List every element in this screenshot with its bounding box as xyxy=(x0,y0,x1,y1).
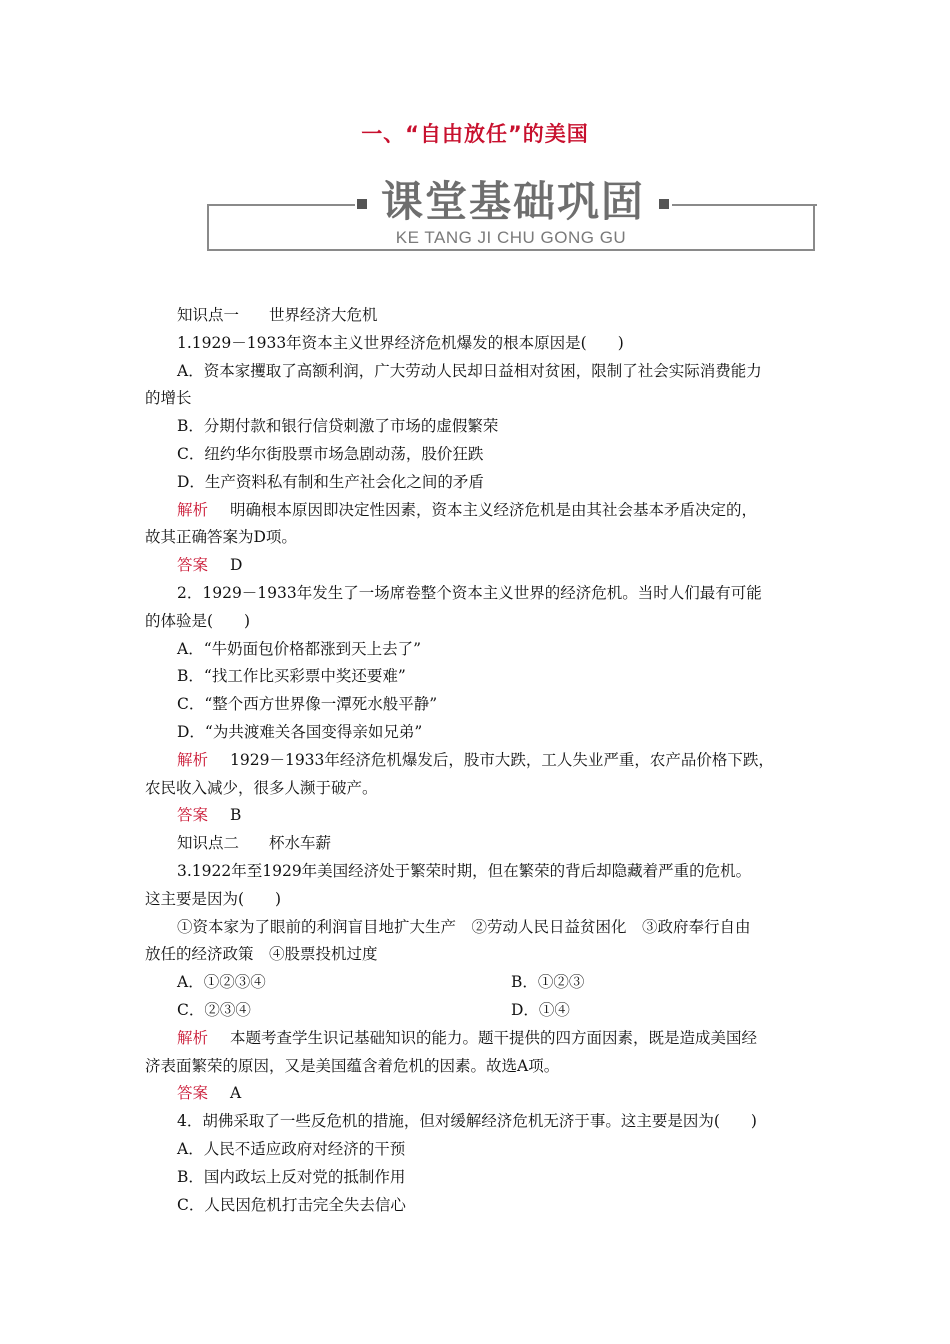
analysis-text: 明确根本原因即决定性因素，资本主义经济危机是由其社会基本矛盾决定的， xyxy=(230,500,758,519)
answer-label: 答案 xyxy=(177,1084,209,1103)
banner-square-right xyxy=(659,199,669,209)
section-banner xyxy=(207,178,817,253)
banner-line-right xyxy=(672,204,817,206)
q2-option-c: C．“整个西方世界像一潭死水般平静” xyxy=(177,695,438,714)
answer-label: 答案 xyxy=(177,556,209,575)
q2-answer xyxy=(145,802,807,830)
answer-value: B xyxy=(230,806,242,825)
q1-option-c: C．纽约华尔街股票市场急剧动荡，股价狂跌 xyxy=(177,444,484,463)
q3-stem-cont: 这主要是因为( ) xyxy=(145,889,282,908)
page-title: 一、“自由放任”的美国 xyxy=(361,122,589,146)
q3-options-ab xyxy=(145,969,807,997)
knowledge-point-1 xyxy=(145,302,807,330)
answer-value: D xyxy=(230,556,243,575)
q1-answer xyxy=(145,552,807,580)
kp-label: 知识点二 xyxy=(177,834,240,853)
q2-stem-cont: 的体验是( ) xyxy=(145,611,251,630)
q4-option-b: B．国内政坛上反对党的抵制作用 xyxy=(177,1167,406,1186)
q2-option-b: B．“找工作比买彩票中奖还要难” xyxy=(177,667,406,686)
banner-line-left xyxy=(207,204,355,206)
q1-option-d: D．生产资料私有制和生产社会化之间的矛盾 xyxy=(177,472,484,491)
q4-stem: 4．胡佛采取了一些反危机的措施，但对缓解经济危机无济于事。这主要是因为( ) xyxy=(177,1112,757,1131)
kp-label: 知识点一 xyxy=(177,306,240,324)
analysis-label: 解析 xyxy=(177,750,209,769)
analysis-label: 解析 xyxy=(177,1028,209,1047)
banner-square-left xyxy=(357,199,367,209)
q2-analysis xyxy=(145,747,807,775)
q1-analysis-cont: 故其正确答案为D项。 xyxy=(145,528,297,547)
q3-statements-cont: 放任的经济政策 ④股票投机过度 xyxy=(145,945,378,964)
q3-option-a: A．①②③④ xyxy=(177,973,266,992)
q3-option-c: C．②③④ xyxy=(177,1000,251,1019)
q1-option-a: A．资本家攫取了高额利润，广大劳动人民却日益相对贫困，限制了社会实际消费能力 xyxy=(177,361,762,380)
q3-options-cd xyxy=(145,997,807,1025)
answer-label: 答案 xyxy=(177,806,209,825)
q3-statements: ①资本家为了眼前的利润盲目地扩大生产 ②劳动人民日益贫困化 ③政府奉行自由 xyxy=(177,917,751,936)
exercise-content xyxy=(145,302,807,1219)
kp-name: 世界经济大危机 xyxy=(269,306,378,324)
knowledge-point-2 xyxy=(145,830,807,858)
analysis-text: 1929－1933年经济危机爆发后，股市大跌，工人失业严重，农产品价格下跌， xyxy=(230,750,774,769)
analysis-text: 本题考查学生识记基础知识的能力。题干提供的四方面因素，既是造成美国经 xyxy=(230,1028,758,1047)
q3-option-d: D．①④ xyxy=(511,1000,570,1019)
q1-analysis xyxy=(145,497,807,525)
q1-stem: 1.1929－1933年资本主义世界经济危机爆发的根本原因是( ) xyxy=(177,333,624,352)
banner-pinyin: KE TANG JI CHU GONG GU xyxy=(395,228,627,247)
q2-stem: 2．1929－1933年发生了一场席卷整个资本主义世界的经济危机。当时人们最有可能 xyxy=(177,583,762,602)
q3-stem: 3.1922年至1929年美国经济处于繁荣时期，但在繁荣的背后却隐藏着严重的危机。 xyxy=(177,861,752,880)
q4-option-c: C．人民因危机打击完全失去信心 xyxy=(177,1195,406,1214)
q1-option-b: B．分期付款和银行信贷刺激了市场的虚假繁荣 xyxy=(177,417,499,436)
analysis-label: 解析 xyxy=(177,500,209,519)
q2-option-d: D．“为共渡难关各国变得亲如兄弟” xyxy=(177,722,423,741)
q3-answer xyxy=(145,1080,807,1108)
q2-analysis-cont: 农民收入减少，很多人濒于破产。 xyxy=(145,778,378,797)
answer-value: A xyxy=(230,1084,242,1103)
q3-analysis xyxy=(145,1025,807,1053)
banner-heading: 课堂基础巩固 xyxy=(380,177,645,226)
q4-option-a: A．人民不适应政府对经济的干预 xyxy=(177,1139,406,1158)
q3-option-b: B．①②③ xyxy=(511,973,585,992)
q1-option-a-cont: 的增长 xyxy=(145,389,192,408)
q2-option-a: A．“牛奶面包价格都涨到天上去了” xyxy=(177,639,422,658)
q3-analysis-cont: 济表面繁荣的原因，又是美国蕴含着危机的因素。故选A项。 xyxy=(145,1056,560,1075)
kp-name: 杯水车薪 xyxy=(269,834,332,853)
